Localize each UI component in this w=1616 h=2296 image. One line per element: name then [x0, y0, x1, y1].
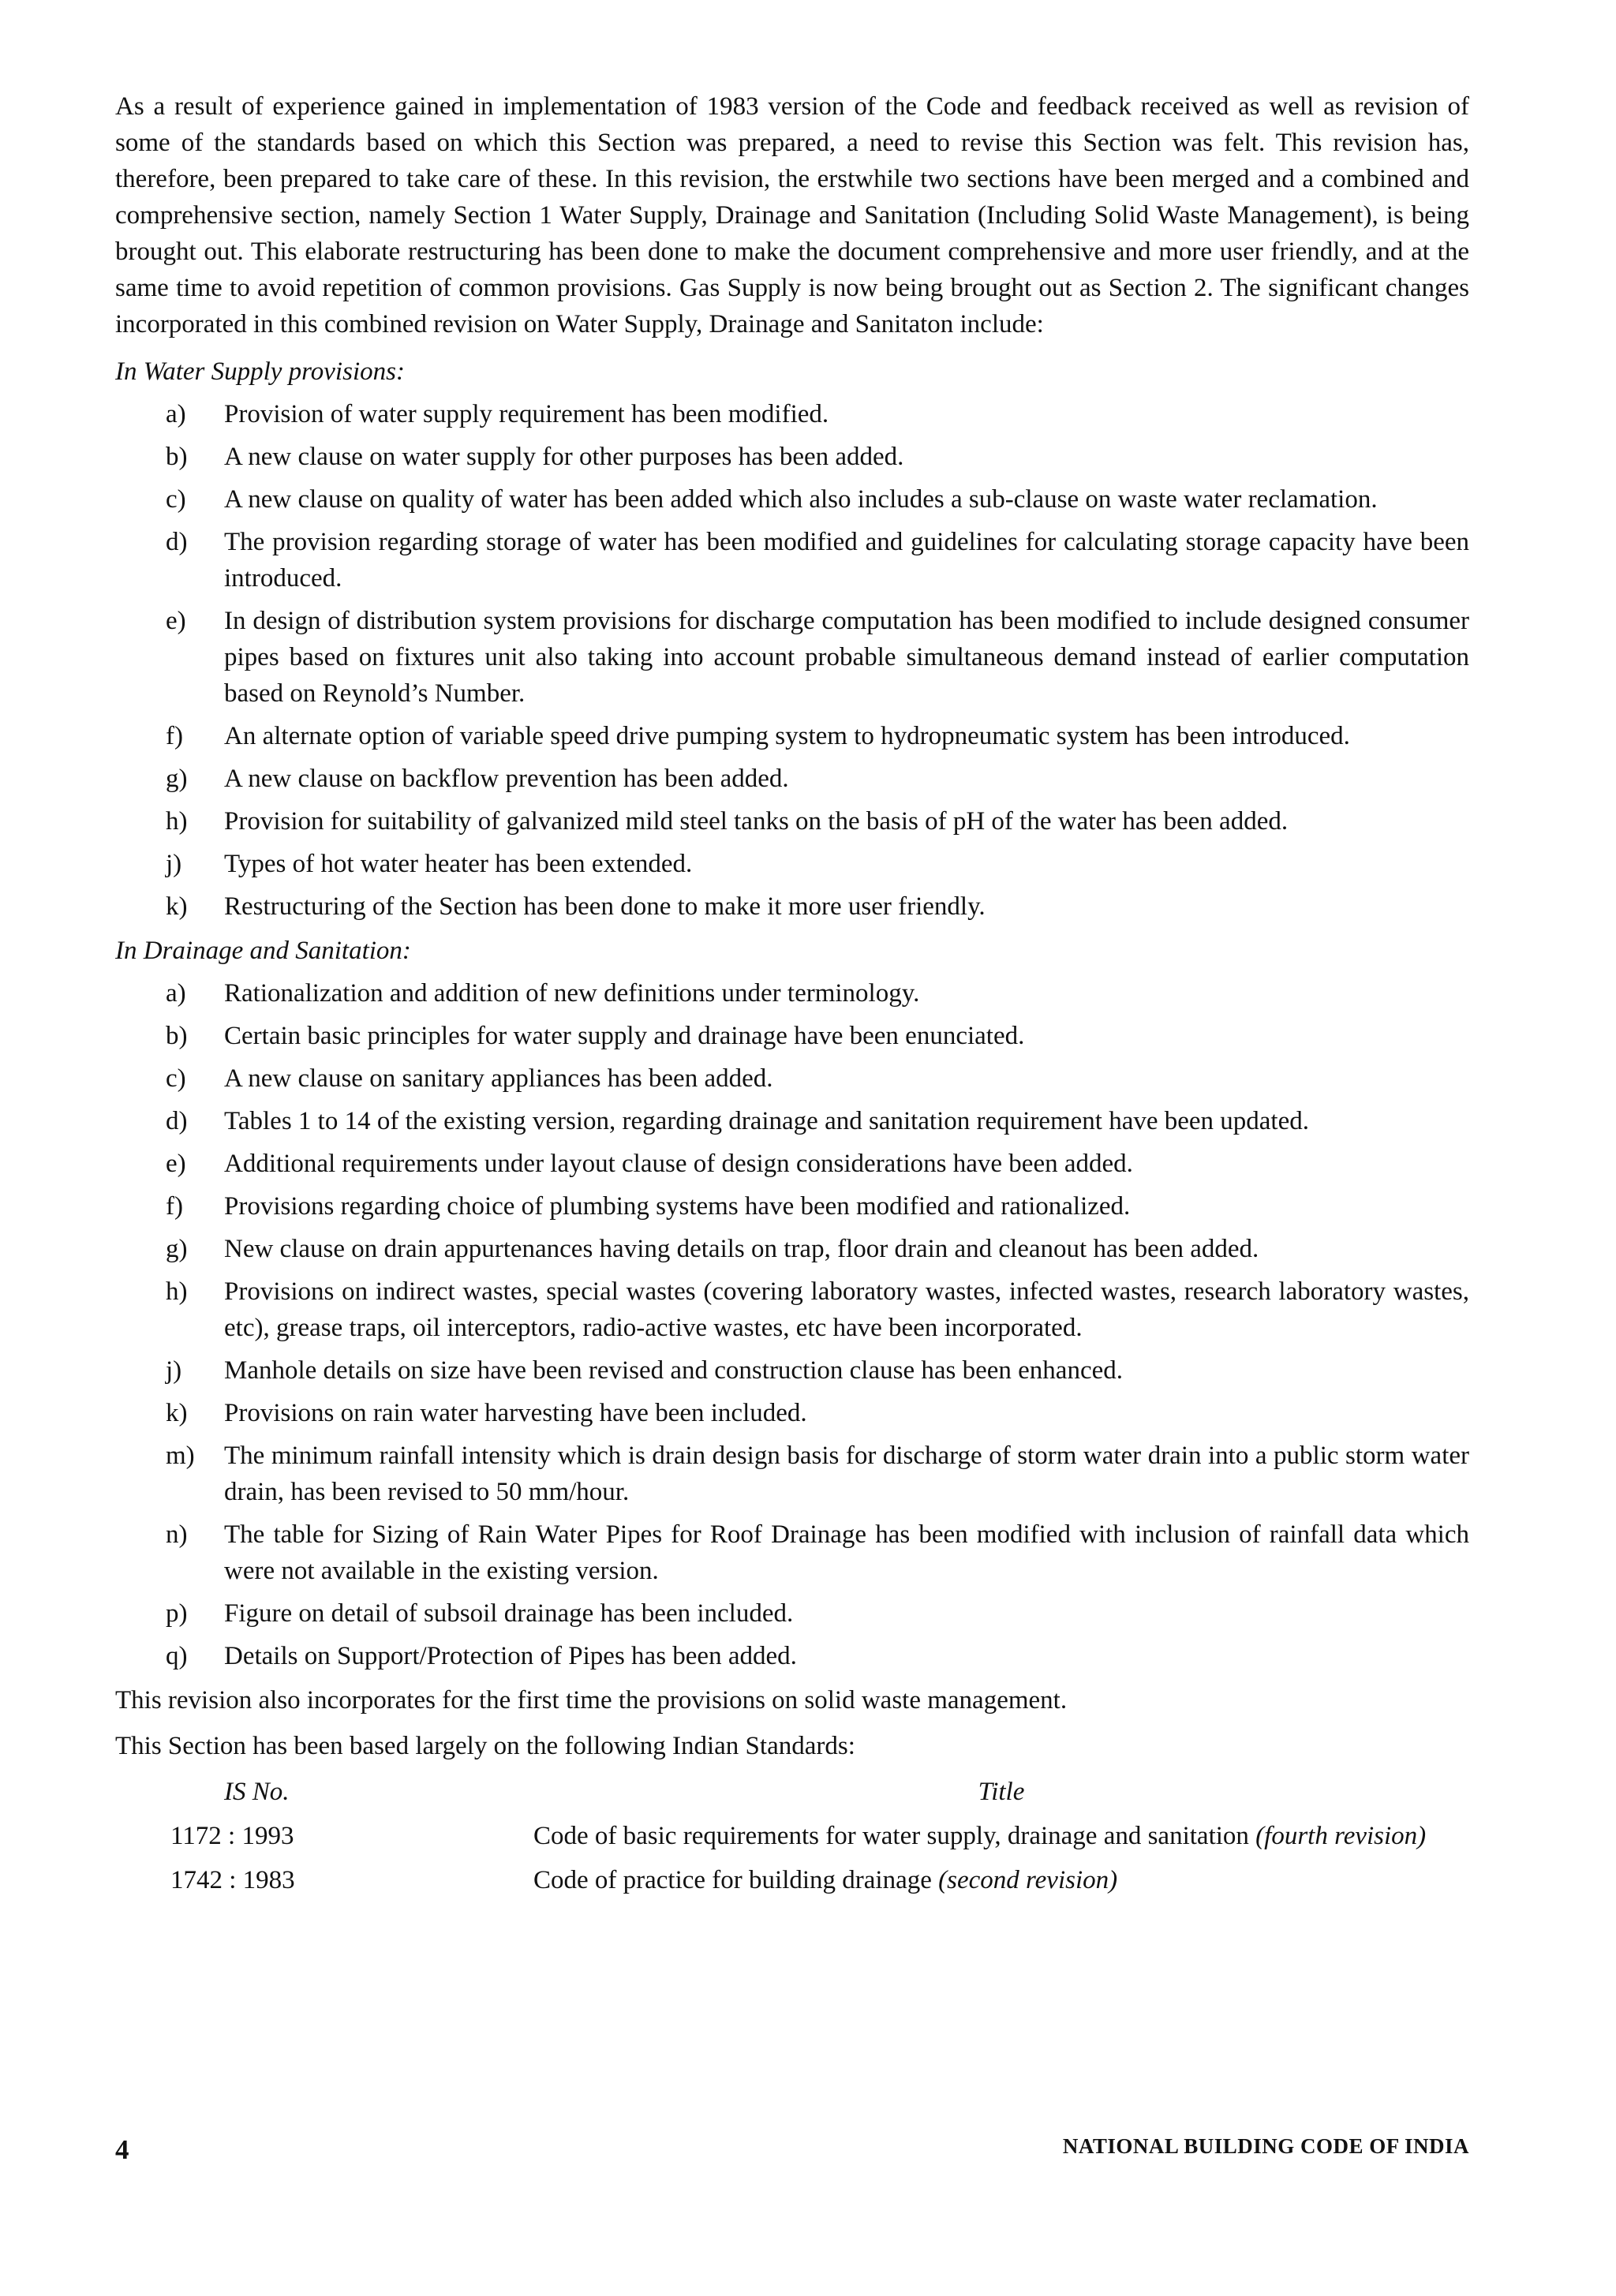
list-marker: h)	[166, 1277, 188, 1306]
standard-title-text: Code of basic requirements for water supply, drainage and sanitation	[533, 1822, 1249, 1850]
standard-number: 1172 : 1993	[170, 1822, 294, 1850]
list-item	[115, 524, 1469, 596]
document-page	[115, 88, 1469, 1906]
list-item-text: New clause on drain appurtenances having details on trap, floor drain and cleanout has been added.	[224, 1235, 1259, 1263]
list-marker: e)	[166, 1150, 186, 1178]
list-item-text: Additional requirements under layout clause of design considerations have been added.	[224, 1150, 1133, 1178]
list-item-text: An alternate option of variable speed drive pumping system to hydropneumatic system has been introduced.	[224, 722, 1350, 750]
list-marker: j)	[166, 850, 182, 878]
page-footer	[115, 2134, 1469, 2166]
list-item-text: Certain basic principles for water supply and drainage have been enunciated.	[224, 1022, 1025, 1050]
list-marker: g)	[166, 1235, 188, 1263]
list-item-text: Restructuring of the Section has been done to make it more user friendly.	[224, 892, 986, 921]
list-item	[115, 1595, 1469, 1632]
list-marker: a)	[166, 979, 186, 1008]
list-marker: d)	[166, 1107, 188, 1135]
list-item-text: Provision of water supply requirement has been modified.	[224, 400, 829, 428]
list-item	[115, 846, 1469, 882]
list-marker: q)	[166, 1642, 188, 1670]
column-header-is-no: IS No.	[224, 1778, 290, 1806]
drainage-list	[115, 975, 1469, 1674]
table-header-row	[115, 1774, 1469, 1818]
list-item	[115, 1438, 1469, 1510]
list-item-text: Provision for suitability of galvanized mild steel tanks on the basis of pH of the water has been added.	[224, 807, 1289, 836]
list-marker: k)	[166, 892, 188, 921]
list-item-text: The minimum rainfall intensity which is drain design basis for discharge of storm water drain into a public storm water drain, has been revised to 50 mm/hour.	[224, 1442, 1469, 1506]
list-item	[115, 803, 1469, 839]
list-item	[115, 1060, 1469, 1097]
list-item	[115, 1516, 1469, 1589]
column-header-title: Title	[978, 1778, 1025, 1806]
list-marker: k)	[166, 1399, 188, 1427]
list-item-text: Provisions on indirect wastes, special wastes (covering laboratory wastes, infected wastes, research laboratory wastes, etc), grease traps, oil interceptors, radio-active wastes, etc have been incorporated.	[224, 1277, 1469, 1342]
list-item-text: The table for Sizing of Rain Water Pipes for Roof Drainage has been modified with inclusion of rainfall data which were not available in the existing version.	[224, 1520, 1469, 1585]
list-item	[115, 761, 1469, 797]
list-item	[115, 481, 1469, 518]
list-item-text: A new clause on sanitary appliances has been added.	[224, 1064, 773, 1093]
list-item	[115, 396, 1469, 432]
standard-title-text: Code of practice for building drainage	[533, 1866, 932, 1894]
page-number: 4	[115, 2134, 129, 2165]
list-item	[115, 975, 1469, 1012]
drainage-heading: In Drainage and Sanitation:	[115, 937, 411, 965]
list-marker: m)	[166, 1442, 195, 1470]
standard-revision: (fourth revision)	[1255, 1822, 1427, 1850]
standard-title	[533, 1862, 1469, 1906]
list-item-text: A new clause on backflow prevention has been added.	[224, 765, 789, 793]
list-item	[115, 1273, 1469, 1346]
list-marker: h)	[166, 807, 188, 836]
list-marker: c)	[166, 485, 186, 514]
list-marker: n)	[166, 1520, 188, 1549]
list-item-text: Manhole details on size have been revised and construction clause has been enhanced.	[224, 1356, 1123, 1385]
list-item	[115, 1638, 1469, 1674]
running-title: NATIONAL BUILDING CODE OF INDIA	[1062, 2134, 1469, 2158]
solid-waste-note: This revision also incorporates for the first time the provisions on solid waste management.	[115, 1686, 1068, 1715]
list-item	[115, 718, 1469, 754]
list-item	[115, 603, 1469, 712]
water-supply-heading: In Water Supply provisions:	[115, 357, 405, 386]
list-marker: c)	[166, 1064, 186, 1093]
list-marker: b)	[166, 1022, 188, 1050]
list-marker: e)	[166, 607, 186, 635]
list-item-text: Rationalization and addition of new definitions under terminology.	[224, 979, 920, 1008]
list-marker: f)	[166, 722, 183, 750]
list-marker: a)	[166, 400, 186, 428]
standard-revision: (second revision)	[938, 1866, 1118, 1894]
list-item-text: Details on Support/Protection of Pipes has been added.	[224, 1642, 797, 1670]
list-marker: f)	[166, 1192, 183, 1221]
list-item	[115, 1352, 1469, 1389]
standard-number: 1742 : 1983	[170, 1866, 295, 1894]
list-item-text: A new clause on water supply for other purposes has been added.	[224, 443, 904, 471]
list-item-text: Provisions on rain water harvesting have been included.	[224, 1399, 807, 1427]
list-item	[115, 439, 1469, 475]
list-marker: g)	[166, 765, 188, 793]
list-item	[115, 1188, 1469, 1225]
list-marker: p)	[166, 1599, 188, 1628]
table-row	[115, 1862, 1469, 1906]
intro-paragraph: As a result of experience gained in implementation of 1983 version of the Code and feedback received as well as revision of some of the standards based on which this Section was prepared, a need to revise this Section was felt. This revision has, therefore, been prepared to take care of these. In this revision, the erstwhile two sections have been merged and a combined and comprehensive section, namely Section 1 Water Supply, Drainage and Sanitation (Including Solid Waste Management), is being brought out. This elaborate restructuring has been done to make the document comprehensive and more user friendly, and at the same time to avoid repetition of common provisions. Gas Supply is now being brought out as Section 2. The significant changes incorporated in this combined revision on Water Supply, Drainage and Sanitaton include:	[115, 92, 1469, 338]
water-supply-list	[115, 396, 1469, 925]
list-marker: j)	[166, 1356, 182, 1385]
standards-intro: This Section has been based largely on the following Indian Standards:	[115, 1732, 855, 1760]
list-item-text: Provisions regarding choice of plumbing systems have been modified and rationalized.	[224, 1192, 1131, 1221]
list-marker: b)	[166, 443, 188, 471]
list-item-text: Types of hot water heater has been extended.	[224, 850, 693, 878]
list-item-text: A new clause on quality of water has been added which also includes a sub-clause on waste water reclamation.	[224, 485, 1378, 514]
list-item	[115, 1146, 1469, 1182]
table-row	[115, 1818, 1469, 1862]
list-item-text: In design of distribution system provisions for discharge computation has been modified to include designed consumer pipes based on fixtures unit also taking into account probable simultaneous demand instead of earlier computation based on Reynold’s Number.	[224, 607, 1469, 708]
list-item-text: Tables 1 to 14 of the existing version, regarding drainage and sanitation requirement have been updated.	[224, 1107, 1309, 1135]
list-item	[115, 1395, 1469, 1431]
list-item-text: Figure on detail of subsoil drainage has been included.	[224, 1599, 794, 1628]
list-item	[115, 1018, 1469, 1054]
standards-table	[115, 1774, 1469, 1906]
list-item-text: The provision regarding storage of water has been modified and guidelines for calculating storage capacity have been introduced.	[224, 528, 1469, 593]
list-item	[115, 1231, 1469, 1267]
list-item	[115, 1103, 1469, 1139]
standard-title	[533, 1818, 1469, 1862]
list-item	[115, 888, 1469, 925]
list-marker: d)	[166, 528, 188, 556]
